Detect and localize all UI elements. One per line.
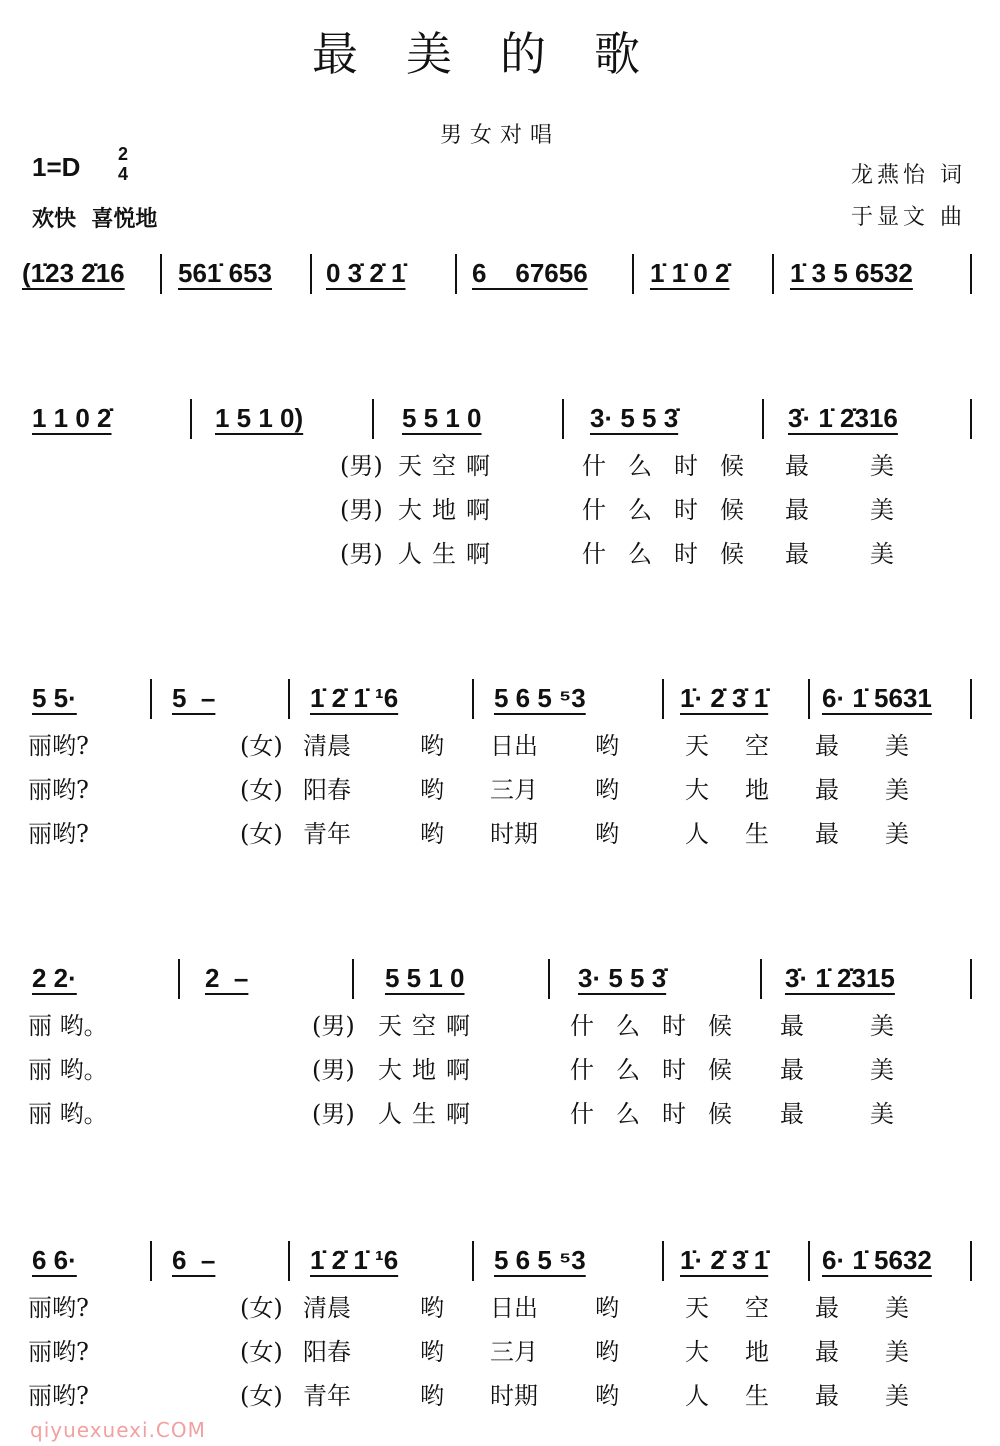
- lyric-word: 什么时候: [570, 1012, 754, 1040]
- lyric-word: (女): [240, 776, 283, 804]
- lyric-word: 丽哟?: [28, 1294, 89, 1322]
- measure-notes: 6· 1̇ 5632: [822, 1245, 932, 1275]
- measure-notes: 5 –: [172, 683, 216, 713]
- measure-notes: 0 3̇ 2̇ 1̇: [326, 258, 406, 288]
- lyric-word: 空: [745, 732, 769, 760]
- bar-line: [548, 959, 550, 999]
- lyric-word: 什么时候: [582, 452, 766, 480]
- lyric-word: 丽 哟。: [28, 1056, 108, 1084]
- measure-notes: 1̇ 2̇ 1̇ ¹6: [310, 683, 399, 713]
- lyric-word: 哟: [420, 1294, 444, 1322]
- bar-line: [808, 1241, 810, 1281]
- lyric-word: 美: [870, 452, 894, 480]
- bar-line: [310, 254, 312, 294]
- lyric-word: 美: [885, 1294, 909, 1322]
- lyric-word: 哟: [420, 1338, 444, 1366]
- lyric-word: (男): [312, 1056, 355, 1084]
- lyric-word: 最: [815, 732, 839, 760]
- lyric-word: 美: [885, 1338, 909, 1366]
- bar-line: [970, 1241, 972, 1281]
- lyric-word: 哟: [420, 776, 444, 804]
- lyric-word: 最: [780, 1056, 804, 1084]
- measure-notes: 5 5 1 0: [385, 963, 465, 993]
- lyric-word: 丽 哟。: [28, 1012, 108, 1040]
- bar-line: [288, 679, 290, 719]
- lyric-word: 最: [815, 1294, 839, 1322]
- lyric-word: 最: [785, 540, 809, 568]
- measure-notes: 1̇· 2̇ 3̇ 1̇: [680, 1245, 769, 1275]
- lyric-word: 地: [745, 1338, 769, 1366]
- bar-line: [632, 254, 634, 294]
- lyric-word: 美: [870, 1056, 894, 1084]
- lyric-word: 阳春: [303, 1338, 351, 1366]
- bar-line: [662, 1241, 664, 1281]
- lyric-word: 美: [885, 820, 909, 848]
- bar-line: [662, 679, 664, 719]
- lyric-word: 人生啊: [378, 1100, 480, 1128]
- lyric-word: 最: [815, 776, 839, 804]
- lyric-word: 天空啊: [398, 452, 500, 480]
- measure-notes: 6 –: [172, 1245, 216, 1275]
- time-signature: [118, 144, 128, 184]
- lyric-word: 三月: [490, 776, 538, 804]
- measure-notes: 5 5·: [32, 683, 77, 713]
- bar-line: [150, 679, 152, 719]
- measure-notes: 2 2·: [32, 963, 77, 993]
- lyric-word: (男): [312, 1012, 355, 1040]
- bar-line: [970, 399, 972, 439]
- song-title: 最美的歌: [312, 27, 688, 81]
- bar-line: [150, 1241, 152, 1281]
- lyric-word: 哟: [595, 820, 619, 848]
- lyric-word: 最: [785, 452, 809, 480]
- lyric-word: 哟: [595, 1382, 619, 1410]
- measure-notes: 561̇ 653: [178, 258, 272, 288]
- song-subtitle: 男女对唱: [439, 123, 560, 148]
- lyric-word: 哟: [595, 732, 619, 760]
- lyric-word: (女): [240, 732, 283, 760]
- lyric-word: (男): [340, 496, 383, 524]
- lyric-word: 哟: [420, 1382, 444, 1410]
- lyric-word: (女): [240, 820, 283, 848]
- lyric-word: 人: [685, 1382, 709, 1410]
- measure-notes: 6· 1̇ 5631: [822, 683, 932, 713]
- lyric-word: 日出: [490, 732, 538, 760]
- lyric-word: 时期: [490, 1382, 538, 1410]
- lyric-word: 大: [685, 1338, 709, 1366]
- lyric-word: 最: [780, 1100, 804, 1128]
- lyric-word: 时期: [490, 820, 538, 848]
- lyric-word: 空: [745, 1294, 769, 1322]
- lyric-word: 美: [870, 1100, 894, 1128]
- measure-notes: 6 6·: [32, 1245, 77, 1275]
- measure-notes: 5 6 5 ⁵3: [494, 1245, 586, 1275]
- lyric-word: 丽哟?: [28, 1382, 89, 1410]
- lyric-word: 美: [870, 540, 894, 568]
- bar-line: [760, 959, 762, 999]
- bar-line: [970, 254, 972, 294]
- lyric-word: 哟: [595, 1294, 619, 1322]
- lyric-word: 地: [745, 776, 769, 804]
- lyric-word: 哟: [595, 776, 619, 804]
- measure-notes: 2 –: [205, 963, 249, 993]
- lyric-word: 美: [885, 1382, 909, 1410]
- measure-notes: 1̇· 2̇ 3̇ 1̇: [680, 683, 769, 713]
- lyric-word: 什么时候: [582, 496, 766, 524]
- bar-line: [455, 254, 457, 294]
- measure-notes: 6 67656: [472, 258, 588, 288]
- lyric-word: 大: [685, 776, 709, 804]
- time-bottom: 4: [118, 164, 129, 184]
- measure-notes: 3· 5 5 3̇: [578, 963, 667, 993]
- lyric-word: 日出: [490, 1294, 538, 1322]
- lyric-word: 大地啊: [398, 496, 500, 524]
- measure-notes: 3̇· 1̇ 2̇316: [788, 403, 898, 433]
- lyric-word: 最: [785, 496, 809, 524]
- lyric-word: 清晨: [303, 1294, 351, 1322]
- lyric-word: 最: [780, 1012, 804, 1040]
- lyric-word: 丽哟?: [28, 776, 89, 804]
- lyric-word: (男): [340, 452, 383, 480]
- lyric-word: 生: [745, 1382, 769, 1410]
- measure-notes: 5 5 1 0: [402, 403, 482, 433]
- lyric-word: (女): [240, 1338, 283, 1366]
- lyric-word: 什么时候: [582, 540, 766, 568]
- lyric-word: (男): [312, 1100, 355, 1128]
- key-signature: 1=D: [32, 152, 81, 182]
- lyric-word: 人: [685, 820, 709, 848]
- lyric-word: 丽哟?: [28, 1338, 89, 1366]
- lyric-word: 美: [870, 1012, 894, 1040]
- composer-credit: 于显文 曲: [851, 205, 966, 230]
- lyric-word: 什么时候: [570, 1056, 754, 1084]
- lyric-word: 人生啊: [398, 540, 500, 568]
- measure-notes: 5 6 5 ⁵3: [494, 683, 586, 713]
- bar-line: [190, 399, 192, 439]
- bar-line: [160, 254, 162, 294]
- measure-notes: 1̇ 2̇ 1̇ ¹6: [310, 1245, 399, 1275]
- lyricist-credit: 龙燕怡 词: [851, 163, 966, 188]
- lyric-word: 美: [870, 496, 894, 524]
- measure-notes: 1 5 1 0): [215, 403, 304, 433]
- lyric-word: 清晨: [303, 732, 351, 760]
- bar-line: [562, 399, 564, 439]
- measure-notes: 3̇· 1̇ 2̇315: [785, 963, 895, 993]
- measure-notes: 1 1 0 2̇: [32, 403, 112, 433]
- bar-line: [352, 959, 354, 999]
- lyric-word: 美: [885, 776, 909, 804]
- lyric-word: 最: [815, 820, 839, 848]
- lyric-word: (男): [340, 540, 383, 568]
- lyric-word: 大地啊: [378, 1056, 480, 1084]
- lyric-word: 最: [815, 1338, 839, 1366]
- lyric-word: 天空啊: [378, 1012, 480, 1040]
- tempo-marking: 欢快 喜悦地: [32, 207, 158, 232]
- lyric-word: 丽 哟。: [28, 1100, 108, 1128]
- lyric-word: 天: [685, 732, 709, 760]
- lyric-word: 丽哟?: [28, 820, 89, 848]
- lyric-word: 青年: [303, 1382, 351, 1410]
- lyric-word: 哟: [420, 732, 444, 760]
- watermark: qiyuexuexi.COM: [30, 1418, 206, 1442]
- lyric-word: 美: [885, 732, 909, 760]
- time-top: 2: [118, 144, 129, 164]
- bar-line: [970, 959, 972, 999]
- lyric-word: 青年: [303, 820, 351, 848]
- lyric-word: (女): [240, 1382, 283, 1410]
- bar-line: [808, 679, 810, 719]
- bar-line: [762, 399, 764, 439]
- lyric-word: 阳春: [303, 776, 351, 804]
- bar-line: [472, 1241, 474, 1281]
- lyric-word: 丽哟?: [28, 732, 89, 760]
- bar-line: [472, 679, 474, 719]
- lyric-word: 天: [685, 1294, 709, 1322]
- lyric-word: 最: [815, 1382, 839, 1410]
- lyric-word: 三月: [490, 1338, 538, 1366]
- bar-line: [970, 679, 972, 719]
- bar-line: [178, 959, 180, 999]
- lyric-word: 哟: [420, 820, 444, 848]
- bar-line: [288, 1241, 290, 1281]
- lyric-word: 什么时候: [570, 1100, 754, 1128]
- measure-notes: 3· 5 5 3̇: [590, 403, 679, 433]
- bar-line: [372, 399, 374, 439]
- lyric-word: (女): [240, 1294, 283, 1322]
- lyric-word: 哟: [595, 1338, 619, 1366]
- measure-notes: 1̇ 3 5 6532: [790, 258, 913, 288]
- measure-notes: (1̇23 2̇16: [22, 258, 125, 288]
- bar-line: [772, 254, 774, 294]
- lyric-word: 生: [745, 820, 769, 848]
- measure-notes: 1̇ 1̇ 0 2̇: [650, 258, 730, 288]
